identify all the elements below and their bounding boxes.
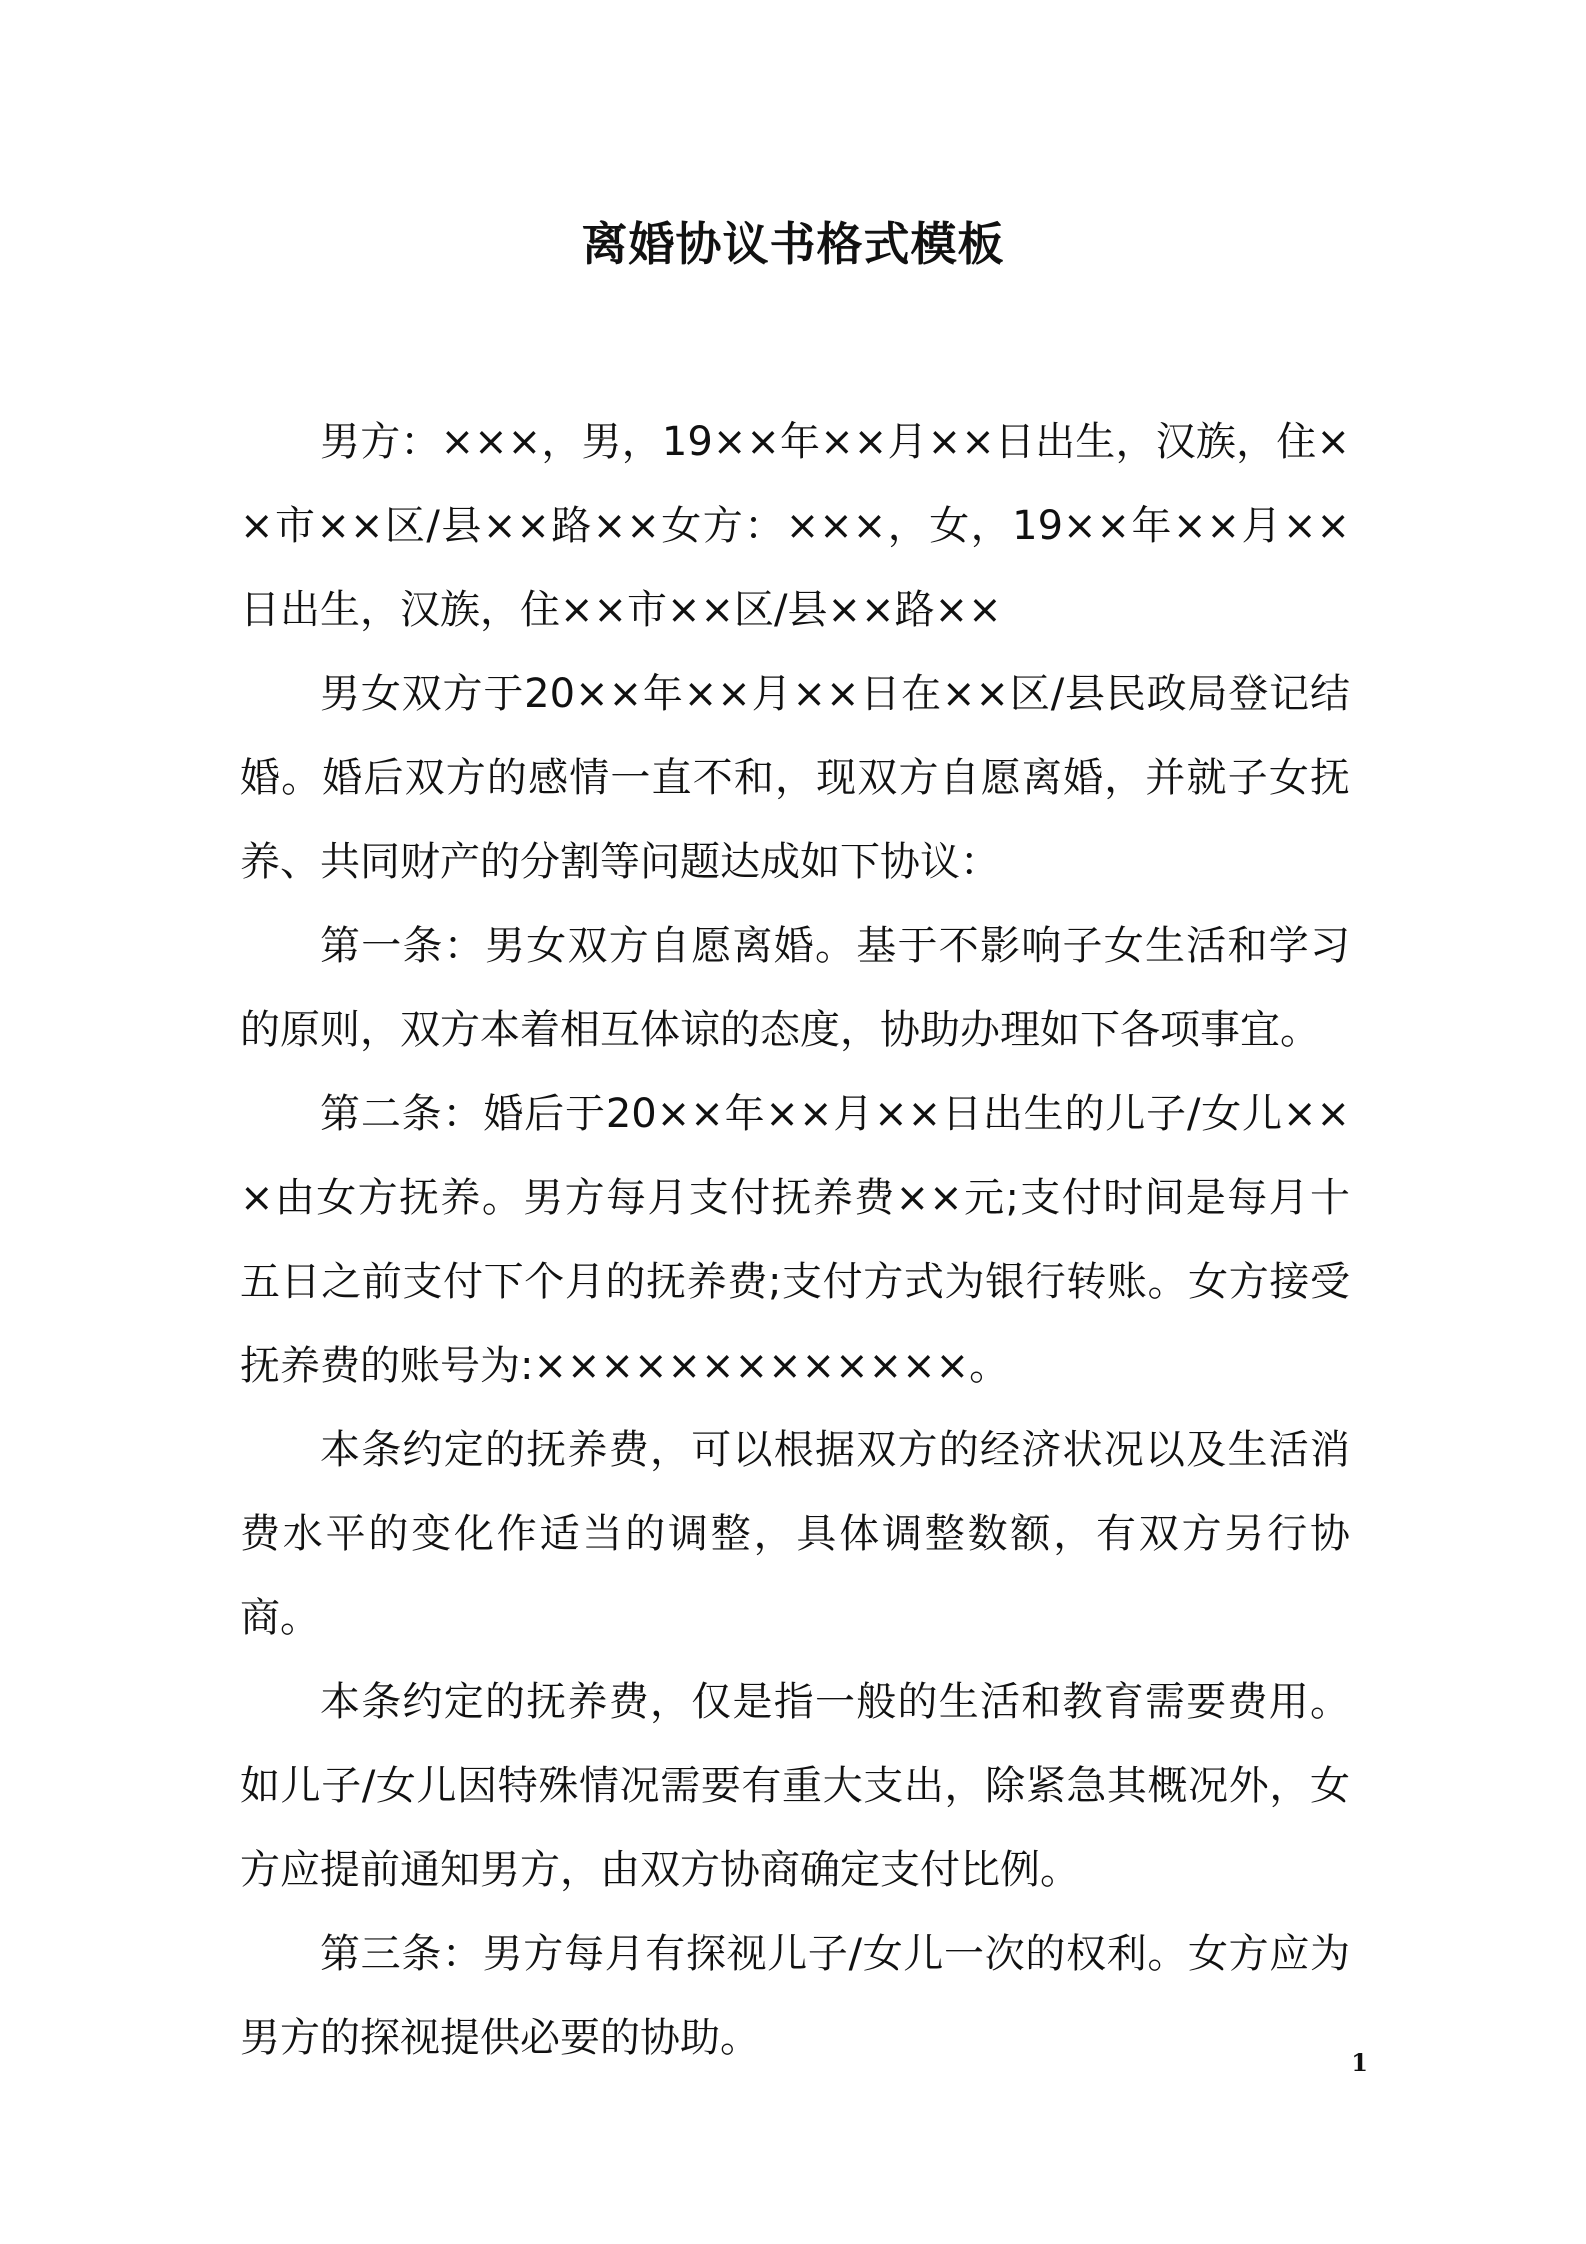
paragraph-marriage-background: 男女双方于20××年××月××日在××区/县民政局登记结婚。婚后双方的感情一直不和，现双方自愿离婚，并就子女抚养、共同财产的分割等问题达成如下协议： — [240, 671, 1350, 885]
document-title: 离婚协议书格式模板 — [581, 217, 1005, 271]
document-body — [240, 400, 1350, 2080]
paragraph-parties: 男方：×××，男，19××年××月××日出生，汉族，住××市××区/县××路××女方：×××，女，19××年××月××日出生，汉族，住××市××区/县××路×× — [240, 419, 1350, 633]
page-number: 1 — [1351, 2048, 1368, 2077]
paragraph-article-2: 第二条：婚后于20××年××月××日出生的儿子/女儿×××由女方抚养。男方每月支付抚养费××元;支付时间是每月十五日之前支付下个月的抚养费;支付方式为银行转账。女方接受抚养费的账号为:×××××××××××××。 — [240, 1091, 1350, 1389]
paragraph-article-1: 第一条：男女双方自愿离婚。基于不影响子女生活和学习的原则，双方本着相互体谅的态度，协助办理如下各项事宜。 — [240, 923, 1350, 1053]
paragraph-article-3: 第三条：男方每月有探视儿子/女儿一次的权利。女方应为男方的探视提供必要的协助。 — [240, 1931, 1350, 2061]
paragraph-support-adjustment: 本条约定的抚养费，可以根据双方的经济状况以及生活消费水平的变化作适当的调整，具体调整数额，有双方另行协商。 — [240, 1427, 1350, 1641]
paragraph-support-scope: 本条约定的抚养费，仅是指一般的生活和教育需要费用。如儿子/女儿因特殊情况需要有重大支出，除紧急其概况外，女方应提前通知男方，由双方协商确定支付比例。 — [240, 1679, 1350, 1893]
